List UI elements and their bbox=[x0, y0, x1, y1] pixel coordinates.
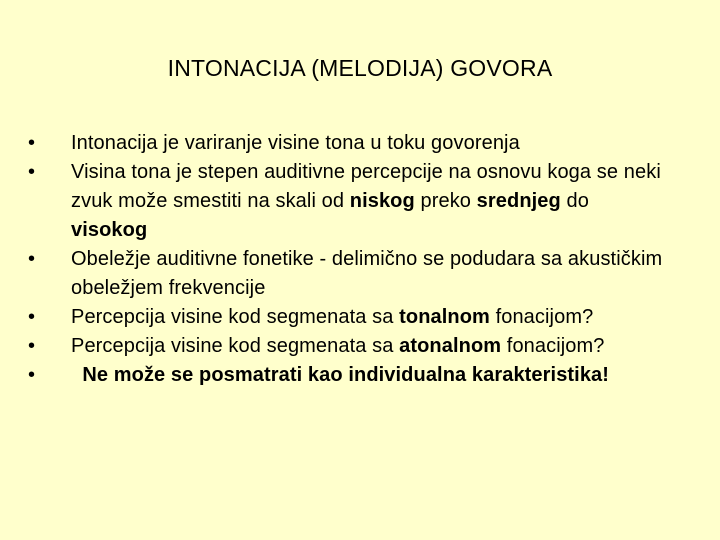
bullet-list bbox=[28, 129, 668, 390]
bullet-text: preko bbox=[414, 190, 477, 212]
bullet-item bbox=[28, 332, 668, 361]
bullet-text: do bbox=[560, 190, 589, 212]
emphasis-text: tonalnom bbox=[399, 306, 490, 328]
bullet-dot-icon: • bbox=[28, 132, 36, 154]
emphasis-text: atonalnom bbox=[399, 335, 502, 357]
bullet-text: fonacijom? bbox=[501, 335, 605, 357]
bullet-dot-icon: • bbox=[28, 306, 36, 328]
bullet-text: Percepcija visine kod segmenata sa bbox=[71, 335, 400, 357]
bullet-item bbox=[28, 158, 668, 245]
bullet-text: Obeležje auditivne fonetike - delimično se podudara sa akustičkim obeležjem frekvencije bbox=[71, 248, 663, 299]
emphasis-text: Ne može se posmatrati kao individualna karakteristika! bbox=[71, 364, 610, 386]
bullet-text: fonacijom? bbox=[489, 306, 594, 328]
bullet-dot-icon: • bbox=[28, 248, 36, 270]
emphasis-text: srednjeg bbox=[476, 190, 561, 212]
bullet-dot-icon: • bbox=[28, 161, 36, 183]
bullet-dot-icon: • bbox=[28, 364, 36, 386]
emphasis-text: niskog bbox=[349, 190, 415, 212]
bullet-text: Percepcija visine kod segmenata sa bbox=[71, 306, 400, 328]
bullet-item bbox=[28, 245, 668, 303]
bullet-dot-icon: • bbox=[28, 335, 36, 357]
bullet-text: Visina tona je stepen auditivne percepcije na osnovu koga se neki zvuk može smestiti na skali od bbox=[71, 161, 661, 212]
bullet-text: Intonacija je variranje visine tona u toku govorenja bbox=[71, 132, 520, 154]
emphasis-text: visokog bbox=[71, 219, 148, 241]
bullet-item bbox=[28, 129, 668, 158]
bullet-item bbox=[28, 361, 668, 390]
slide-title: INTONACIJA (MELODIJA) GOVORA bbox=[167, 55, 553, 81]
bullet-item bbox=[28, 303, 668, 332]
